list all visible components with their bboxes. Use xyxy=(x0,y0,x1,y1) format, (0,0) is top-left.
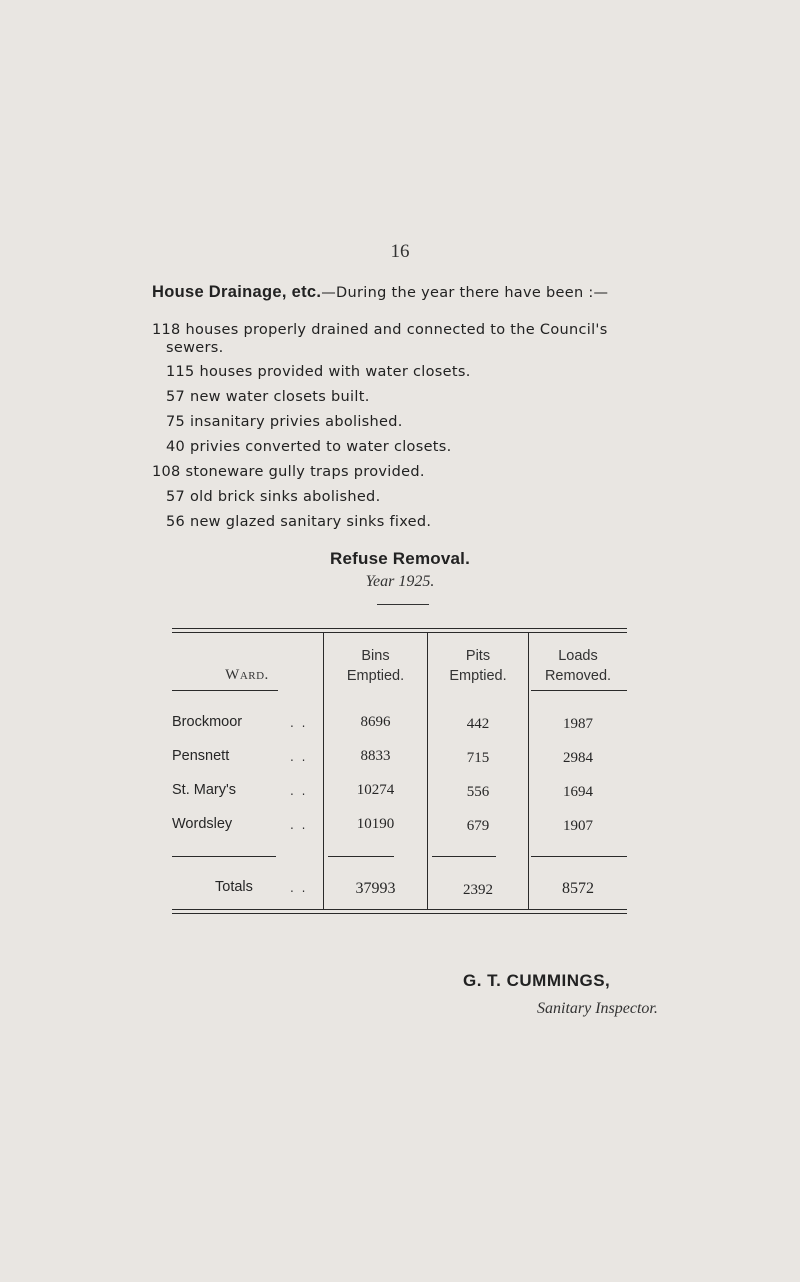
bins-value: 10274 xyxy=(356,782,395,798)
bins-value: 8833 xyxy=(360,748,391,764)
loads-value: 1907 xyxy=(563,818,593,834)
loads-value: 1987 xyxy=(563,716,593,732)
list-item: 57 new water closets built. xyxy=(166,389,370,405)
table-top-rule xyxy=(172,632,627,633)
list-item: 118 houses properly drained and connected to the Council's sewers. xyxy=(152,322,608,356)
bins-value: 8696 xyxy=(360,714,391,730)
header-loads-line2: Removed. xyxy=(544,668,612,684)
totals-rule xyxy=(172,856,276,857)
pits-value: 715 xyxy=(466,750,490,766)
header-pits-line2: Emptied. xyxy=(449,668,507,684)
leader-dots: . . xyxy=(290,818,308,832)
section-title: Refuse Removal. xyxy=(330,549,470,568)
header-ward: Ward. xyxy=(225,667,269,683)
pits-value: 679 xyxy=(466,818,490,834)
header-loads-line1: Loads xyxy=(558,648,598,664)
list-item: 57 old brick sinks abolished. xyxy=(166,489,381,505)
header-bins xyxy=(324,646,427,686)
header-pits-line1: Pits xyxy=(465,648,491,664)
ward-name: St. Mary's xyxy=(172,782,236,798)
pits-total: 2392 xyxy=(463,882,493,898)
table-bottom-rule xyxy=(172,909,627,910)
ward-name: Pensnett xyxy=(172,748,230,764)
loads-total: 8572 xyxy=(562,880,594,897)
header-loads xyxy=(529,646,627,686)
totals-rule xyxy=(432,856,496,857)
header-bins-line1: Bins xyxy=(361,648,390,664)
leader-dots: . . xyxy=(290,716,308,730)
page-number: 16 xyxy=(390,241,410,262)
list-item: 75 insanitary privies abolished. xyxy=(166,414,403,430)
signature-name: G. T. CUMMINGS, xyxy=(463,971,611,990)
bins-value: 10190 xyxy=(356,816,395,832)
leader-dots: . . xyxy=(290,784,308,798)
loads-value: 1694 xyxy=(563,784,593,800)
pits-value: 556 xyxy=(466,784,490,800)
header-bins-line2: Emptied. xyxy=(346,668,405,684)
ward-name: Wordsley xyxy=(172,816,233,832)
section-subtitle: Year 1925. xyxy=(365,573,435,590)
table-top-rule xyxy=(172,628,627,629)
table-bottom-rule xyxy=(172,913,627,914)
bins-total: 37993 xyxy=(355,880,396,897)
leader-dots: . . xyxy=(290,750,308,764)
list-item: 40 privies converted to water closets. xyxy=(166,439,452,455)
ward-name: Brockmoor xyxy=(172,714,243,730)
intro-text: —During the year there have been :— xyxy=(321,285,609,301)
loads-value: 2984 xyxy=(563,750,593,766)
totals-label: Totals xyxy=(215,879,253,895)
header-pits xyxy=(428,646,528,686)
totals-rule xyxy=(531,856,627,857)
intro-heading: House Drainage, etc. xyxy=(152,283,322,301)
leader-dots: . . xyxy=(290,881,308,895)
header-rule xyxy=(531,690,627,691)
signature-title: Sanitary Inspector. xyxy=(537,1000,658,1017)
list-item: 115 houses provided with water closets. xyxy=(166,364,471,380)
pits-value: 442 xyxy=(466,716,490,732)
list-item: 108 stoneware gully traps provided. xyxy=(152,464,425,480)
list-item: 56 new glazed sanitary sinks fixed. xyxy=(166,514,432,530)
header-rule xyxy=(172,690,278,691)
totals-rule xyxy=(328,856,394,857)
